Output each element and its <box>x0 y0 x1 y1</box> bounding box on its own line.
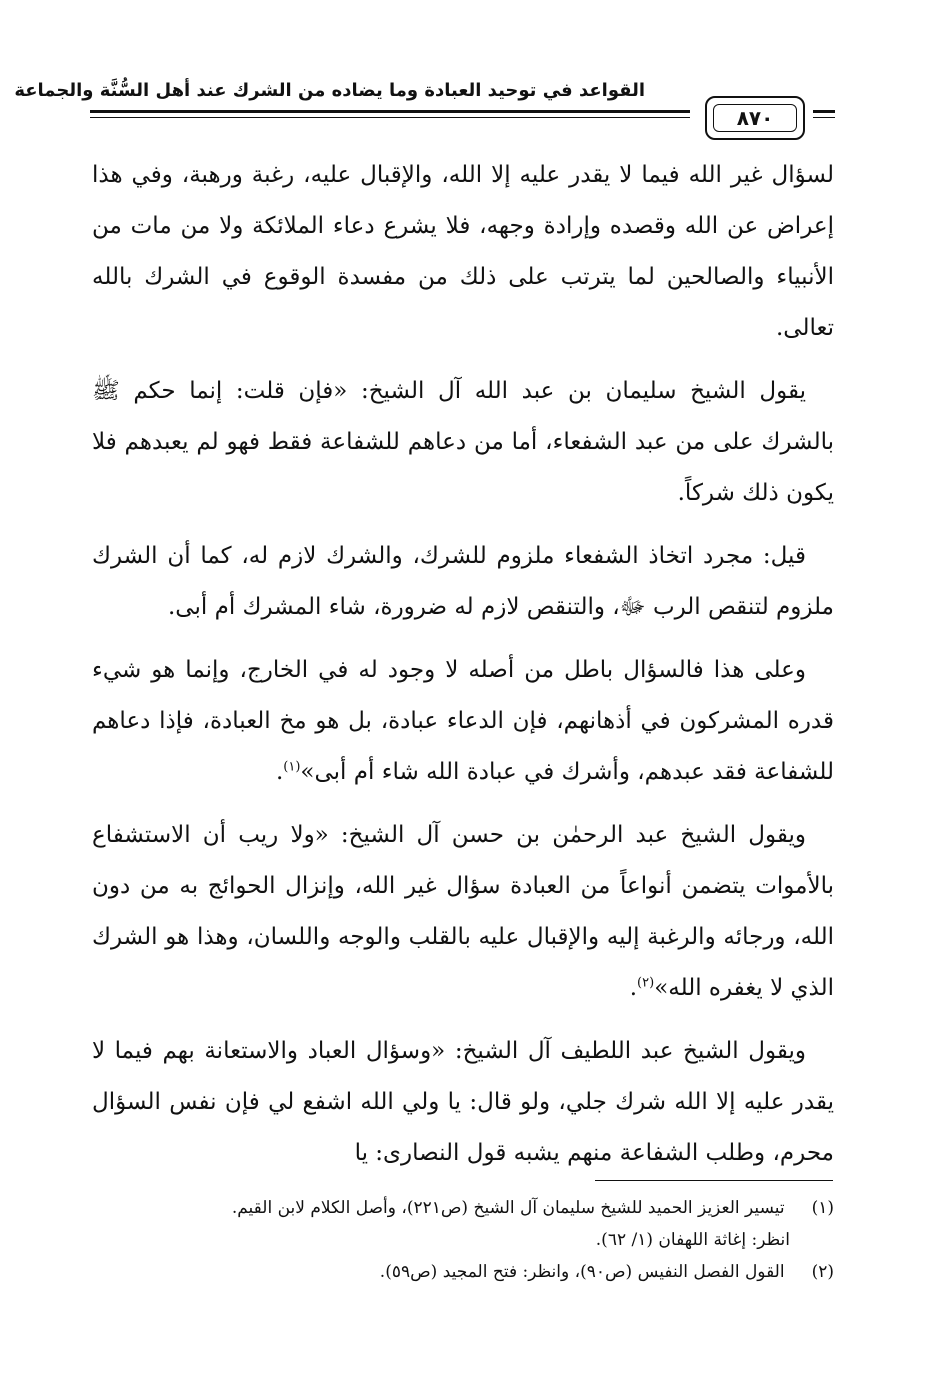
header-rule-thin <box>90 117 690 118</box>
paragraph-end: . <box>629 975 638 1001</box>
paragraph: ويقول الشيخ عبد اللطيف آل الشيخ: «وسؤال العباد والاستعانة بهم فيما لا يقدر عليه إلا الله شرك جلي، ولو قال: يا ولي الله اشفع لي فإن نفس السؤال محرم، وطلب الشفاعة منهم يشبه قول النصارى: يا <box>92 1038 834 1166</box>
paragraph-text: ويقول الشيخ عبد الرحمٰن بن حسن آل الشيخ: «ولا ريب أن الاستشفاع بالأموات يتضمن أنواعاً من العبادة سؤال غير الله، وإنزال الحوائج به من دون الله، ورجائه والرغبة إليه والإقبال عليه بالقلب والوجه واللسان، وهذا هو الشرك الذي لا يغفره الله» <box>92 822 834 1001</box>
running-title: القواعد في توحيد العبادة وما يضاده من الشرك عند أهل السُّنَّة والجماعة <box>14 80 645 101</box>
paragraph-end: . <box>275 759 284 785</box>
paragraph <box>92 810 834 1014</box>
footnote-marker-1[interactable]: (١) <box>283 759 301 775</box>
footnote-2 <box>92 1256 834 1288</box>
paragraph <box>92 645 834 798</box>
footnote-1 <box>92 1192 834 1224</box>
footnote-1-continuation: انظر: إغاثة اللهفان (١/ ٦٢). <box>595 1230 790 1250</box>
main-text <box>92 150 834 1191</box>
page-number: ٨٧٠ <box>713 104 797 132</box>
footnote-text: تيسير العزيز الحميد للشيخ سليمان آل الشيخ (ص٢٢١)، وأصل الكلام لابن القيم. <box>231 1198 785 1218</box>
footnote-number: (٢) <box>811 1262 834 1282</box>
header-rule-right-thick <box>813 110 835 113</box>
page-number-frame <box>705 96 805 140</box>
footnote-marker-2[interactable]: (٢) <box>637 975 655 991</box>
page-header <box>14 78 835 138</box>
footnote-separator <box>595 1180 833 1181</box>
footnote-text: القول الفصل النفيس (ص٩٠)، وانظر: فتح المجيد (ص٥٩). <box>379 1262 785 1282</box>
paragraph: يقول الشيخ سليمان بن عبد الله آل الشيخ: «فإن قلت: إنما حكم ﷺ بالشرك على من عبد الشفعاء، أما من دعاهم للشفاعة فقط فهو لم يعبدهم فلا يكون ذلك شركاً. <box>92 378 834 506</box>
footnotes <box>92 1192 834 1288</box>
paragraph: لسؤال غير الله فيما لا يقدر عليه إلا الله، والإقبال عليه، رغبة ورهبة، وفي هذا إعراض عن الله وقصده وإرادة وجهه، فلا يشرع دعاء الملائكة ولا من مات من الأنبياء والصالحين لما يترتب على ذلك من مفسدة الوقوع في الشرك بالله تعالى. <box>92 162 834 341</box>
paragraph-text: وعلى هذا فالسؤال باطل من أصله لا وجود له في الخارج، وإنما هو شيء قدره المشركون في أذهانهم، فإن الدعاء عبادة، بل هو مخ العبادة، فإذا دعاهم للشفاعة فقد عبدهم، وأشرك في عبادة الله شاء أم أبى» <box>92 657 834 785</box>
footnote-number: (١) <box>811 1198 834 1218</box>
paragraph: قيل: مجرد اتخاذ الشفعاء ملزوم للشرك، والشرك لازم له، كما أن الشرك ملزوم لتنقص الرب ﷻ، والتنقص لازم له ضرورة، شاء المشرك أم أبى. <box>92 543 834 620</box>
header-rule-right-thin <box>813 117 835 118</box>
header-rule-thick <box>90 110 690 113</box>
